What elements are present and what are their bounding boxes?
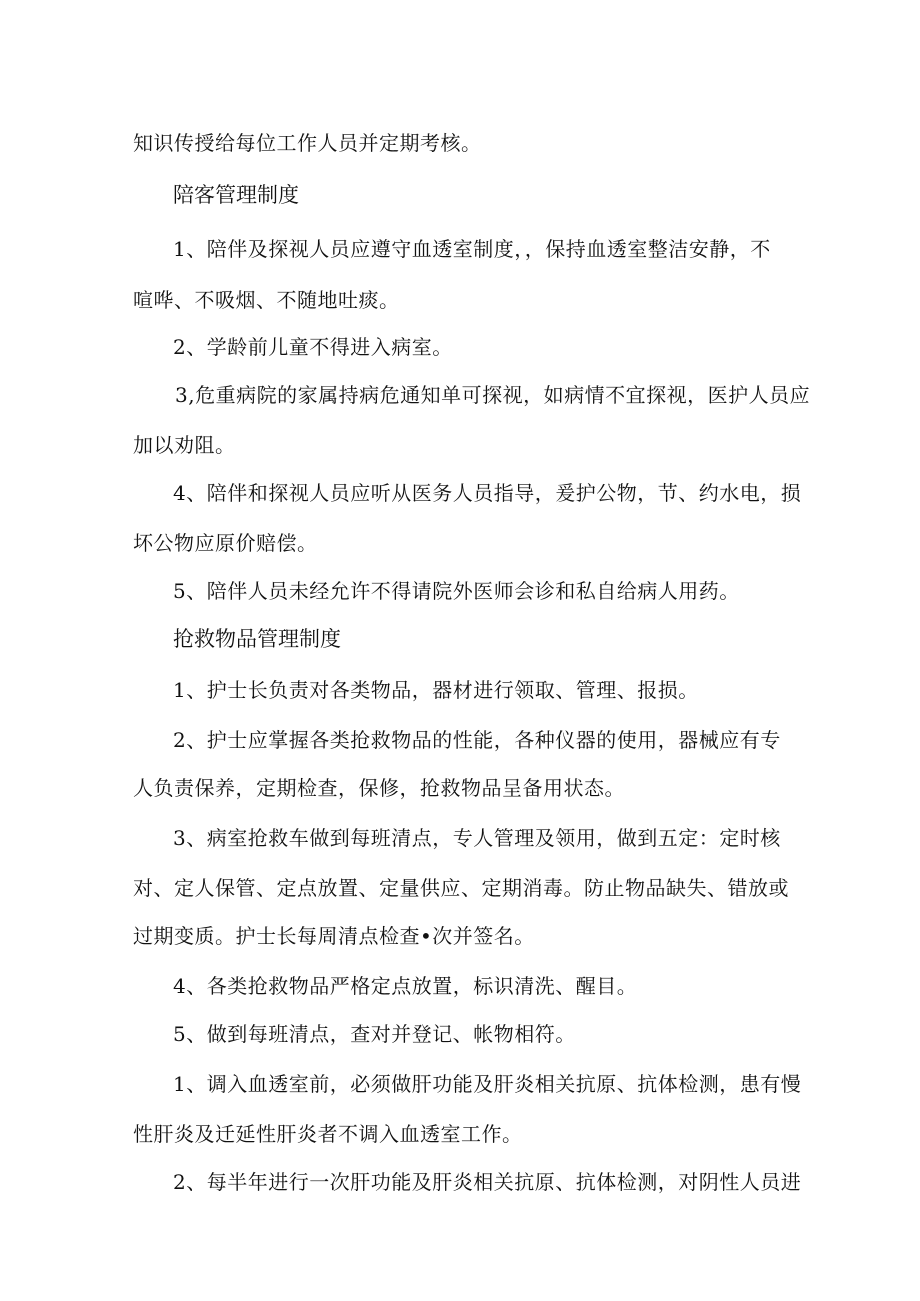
body-text-line: 1、调入血透室前，必须做肝功能及肝炎相关抗原、抗体检测，患有慢 [173, 1072, 802, 1096]
body-text-line: 2、每半年进行一次肝功能及肝炎相关抗原、抗体检测，对阴性人员进 [173, 1170, 802, 1194]
body-text-line: 1、护士长负责对各类物品，器材进行领取、管理、报损。 [173, 678, 699, 702]
body-text-line: 5、做到每班清点，查对并登记、帐物相符。 [173, 1022, 576, 1046]
body-text-line: 4、各类抢救物品严格定点放置，标识清洗、醒目。 [173, 974, 638, 998]
body-text-line: 过期变质。护士长每周清点检查•次并签名。 [133, 924, 535, 948]
body-text-line: 3、病室抢救车做到每班清点，专人管理及领用，做到五定：定时核 [173, 826, 781, 850]
body-text-line: 性肝炎及迁延性肝炎者不调入血透室工作。 [133, 1122, 523, 1146]
section-heading-rescue-supplies-management: 抢救物品管理制度 [173, 627, 341, 651]
body-text-line: 2、学龄前儿童不得进入病室。 [173, 335, 453, 359]
body-text-line: 5、陪伴人员未经允许不得请院外医师会诊和私自给病人用药。 [173, 579, 740, 603]
body-text-line: 3,危重病院的家属持病危通知单可探视，如病情不宜探视，医护人员应 [175, 383, 811, 407]
section-heading-escort-management: 陪客管理制度 [173, 183, 299, 207]
body-text-line: 2、护士应掌握各类抢救物品的性能，各种仪器的使用，器械应有专 [173, 728, 781, 752]
body-text-line: 坏公物应原价赔偿。 [133, 531, 318, 555]
body-text-line: 知识传授给每位工作人员并定期考核。 [133, 131, 482, 155]
body-text-line: 4、陪伴和探视人员应听从医务人员指导，爰护公物，节、约水电，损 [173, 481, 802, 505]
body-text-line: 对、定人保管、定点放置、定量供应、定期消毒。防止物品缺失、错放或 [133, 876, 789, 900]
body-text-line: 加以劝阻。 [133, 433, 236, 457]
body-text-line: 人负责保养，定期检查，保修，抢救物品呈备用状态。 [133, 776, 625, 800]
body-text-line: 1、陪伴及探视人员应遵守血透室制度，，保持血透室整洁安静，不 [173, 237, 771, 261]
body-text-line: 喧哗、不吸烟、不随地吐痰。 [133, 288, 400, 312]
